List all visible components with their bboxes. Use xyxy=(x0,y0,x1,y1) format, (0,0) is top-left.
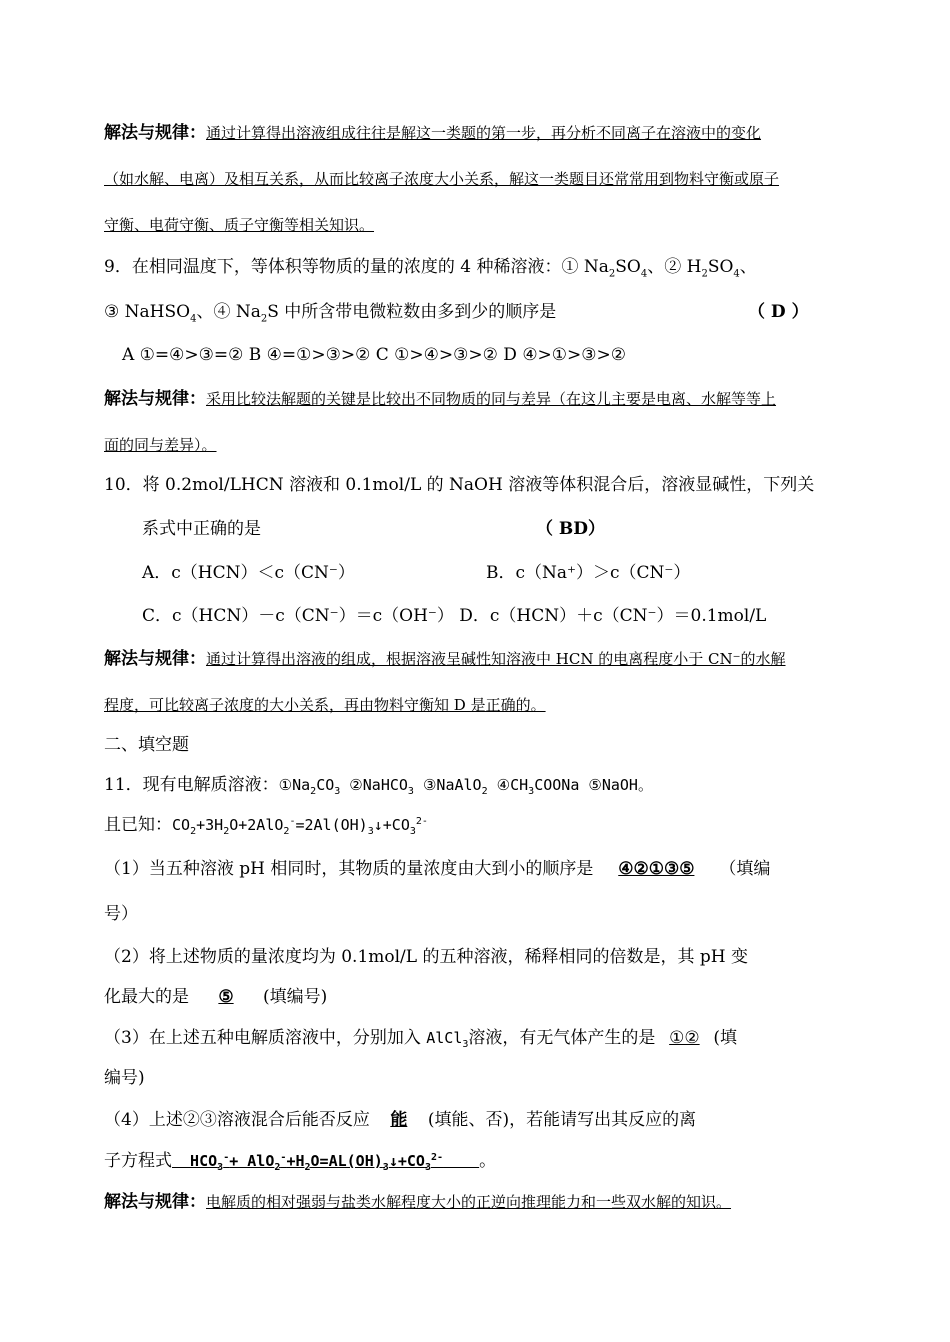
method-note-8-line1 xyxy=(104,122,761,144)
question-11-known-equation: 且已知：$CO_2+3H_2O+2AlO_2^-=2Al(OH)_3↓+CO_3^{2-}$ xyxy=(104,815,428,837)
method-note-10-line1: 解法与规律：通过计算得出溶液的组成，根据溶液呈碱性知溶液中 HCN 的电离程度小于 CN⁻的水解 xyxy=(104,649,786,669)
question-11-part3-line2: 编号) xyxy=(104,1068,145,1088)
question-11-part3-line1: （3）在上述五种电解质溶液中，分别加入 AlCl$_3$溶液，有无气体产生的是 ①② (填 xyxy=(104,1028,738,1050)
question-11-part4-line1: （4）上述②③溶液混合后能否反应 能 (填能、否)，若能请写出其反应的离 xyxy=(104,1110,697,1130)
answer-blank-1: ④②①③⑤ xyxy=(618,859,695,879)
method-note-8-line2: （如水解、电离）及相互关系，从而比较离子浓度大小关系，解这一类题目还常常用到物料守衡或原子 xyxy=(104,170,780,188)
method-note-10-line2: 程度，可比较离子浓度的大小关系，再由物料守衡知 D 是正确的。 xyxy=(104,696,546,714)
method-note-11: 解法与规律：电解质的相对强弱与盐类水解程度大小的正逆向推理能力和一些双水解的知识。 xyxy=(104,1192,732,1212)
question-10-option-cd: C．c（HCN）－c（CN⁻）＝c（OH⁻） D．c（HCN）＋c（CN⁻）＝0.1mol/L xyxy=(142,606,767,626)
question-11-part4-line2: 子方程式 $HCO_3^-+$ $AlO_2^-+H_2O=AL(OH)_3↓+CO_3^{2-}$ 。 xyxy=(104,1151,497,1173)
question-10-answer: （ BD） xyxy=(536,519,606,539)
question-10-stem-line1: 10．将 0.2mol/LHCN 溶液和 0.1mol/L 的 NaOH 溶液等体积混合后，溶液显碱性，下列关 xyxy=(104,475,815,495)
answer-blank-2: ⑤ xyxy=(218,987,234,1007)
method-note-9-line1: 解法与规律：采用比较法解题的关键是比较出不同物质的同与差异（在这儿主要是电离、水解等等上 xyxy=(104,389,777,409)
question-11-part1-line2: 号） xyxy=(104,904,138,924)
question-9-answer: （ D ） xyxy=(748,302,809,322)
question-11-part2-line1: （2）将上述物质的量浓度均为 0.1mol/L 的五种溶液，稀释相同的倍数是，其 pH 变 xyxy=(104,947,748,967)
answer-blank-4: 能 xyxy=(390,1110,408,1130)
method-note-9-line2: 面的同与差异）。 xyxy=(104,436,217,454)
section-heading-fill-in: 二、填空题 xyxy=(104,735,189,755)
question-11-stem: 11．现有电解质溶液：$①Na_2CO_3$ ②NaHCO$_3$ ③NaAlO$_2$ $④CH_3COONa$ ⑤NaOH。 xyxy=(104,775,653,797)
question-10-option-b: B．c（Na⁺）＞c（CN⁻） xyxy=(486,563,691,583)
question-10-option-a: A．c（HCN）＜c（CN⁻） xyxy=(142,563,355,583)
question-11-part1-line1: （1）当五种溶液 pH 相同时，其物质的量浓度由大到小的顺序是 ④②①③⑤ （填编 xyxy=(104,859,771,879)
question-9-stem-line2: ③ NaHSO$_4$、④ $Na_2S$ 中所含带电微粒数由多到少的顺序是 xyxy=(104,302,557,325)
question-10-stem-line2: 系式中正确的是 xyxy=(142,519,261,539)
answer-blank-ionic-equation: $HCO_3^-+$ $AlO_2^-+H_2O=AL(OH)_3↓+CO_3^{2-}$ xyxy=(172,1152,444,1173)
answer-blank-3: ①② xyxy=(669,1028,700,1048)
method-note-8-line3: 守衡、电荷守衡、质子守衡等相关知识。 xyxy=(104,216,375,234)
question-9-stem-line1: 9．在相同温度下，等体积等物质的量的浓度的 4 种稀溶液：① $Na_2SO_4$、② $H_2SO_4$、 xyxy=(104,257,757,280)
method-text: 通过计算得出溶液组成往往是解这一类题的第一步，再分析不同离子在溶液中的变化 xyxy=(206,124,762,142)
method-label: 解法与规律： xyxy=(104,123,206,143)
question-9-options: A ①=④>③=② B ④=①>③>② C ①>④>③>② D ④>①>③>② xyxy=(122,345,627,365)
question-11-part2-line2: 化最大的是 ⑤ (填编号) xyxy=(104,987,328,1007)
